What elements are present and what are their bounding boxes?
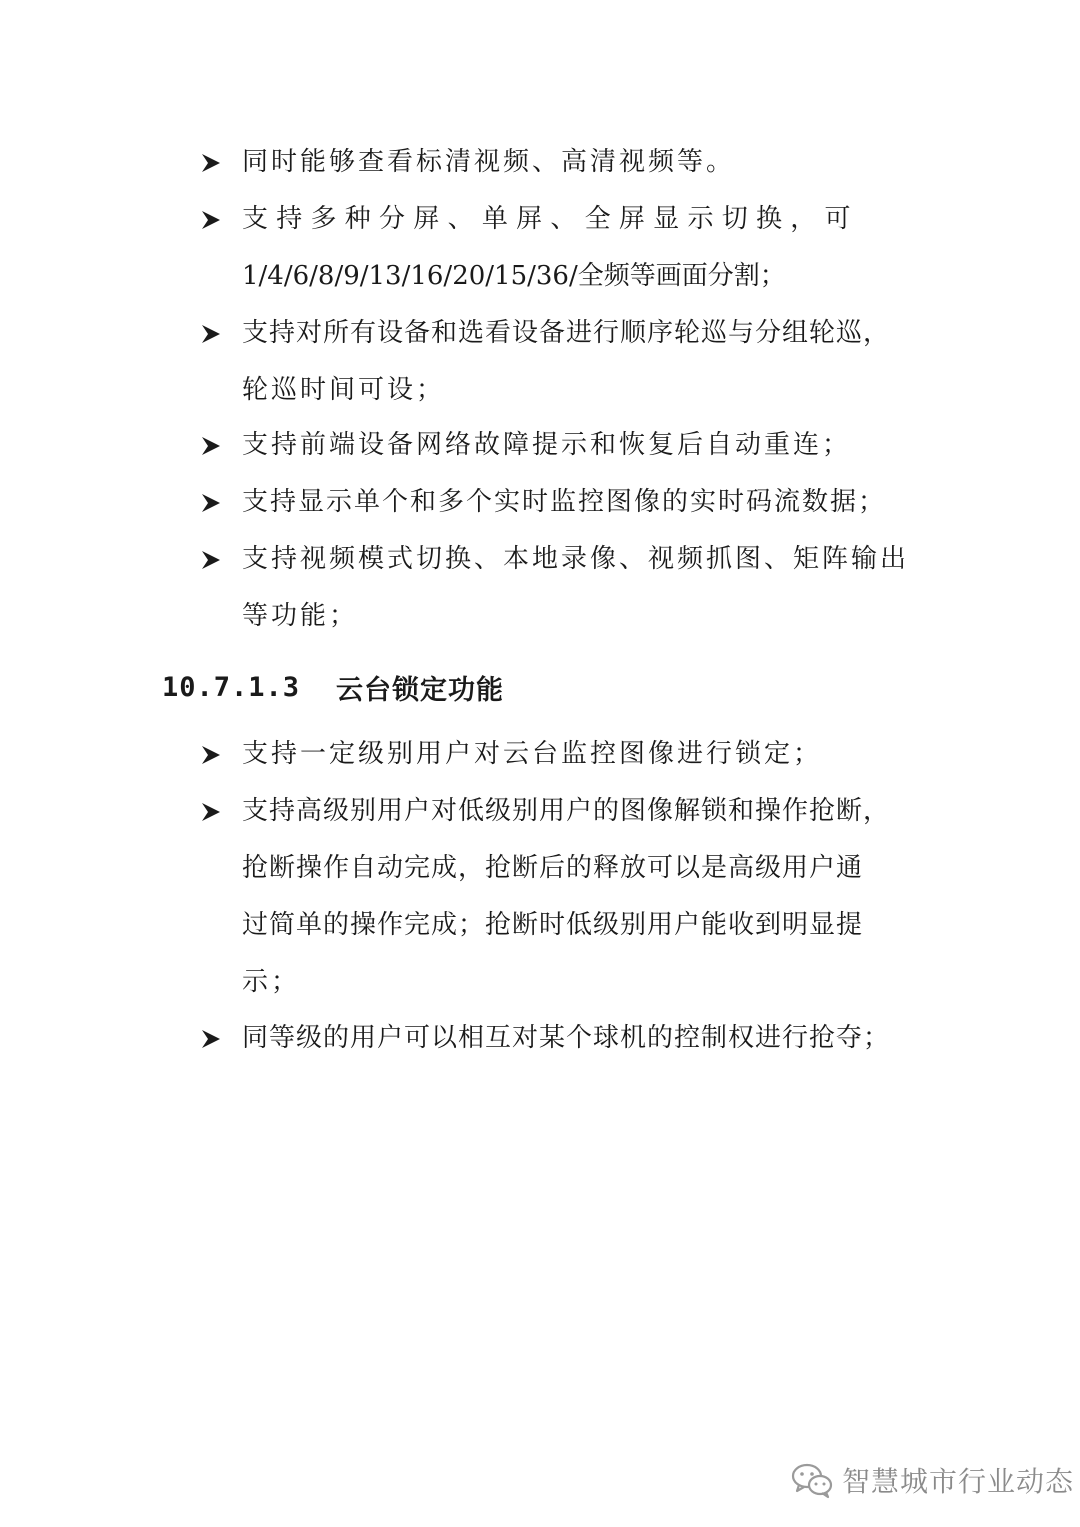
bullet-item — [200, 486, 940, 531]
arrow-bullet-icon — [200, 209, 222, 231]
section-heading — [162, 668, 504, 707]
arrow-bullet-icon — [200, 549, 222, 571]
arrow-bullet-icon — [200, 323, 222, 345]
watermark-text: 智慧城市行业动态 — [842, 1465, 1075, 1498]
bullet-item — [200, 429, 940, 474]
arrow-bullet-icon — [200, 152, 222, 174]
bullet-item — [200, 543, 940, 645]
bullet-text: 过简单的操作完成；抢断时低级别用户能收到明显提 — [242, 910, 864, 940]
bullet-text: 支持显示单个和多个实时监控图像的实时码流数据； — [242, 487, 887, 517]
bullet-text: 同等级的用户可以相互对某个球机的控制权进行抢夺； — [242, 1023, 891, 1053]
bullet-item — [200, 738, 940, 783]
wechat-watermark — [790, 1460, 1074, 1500]
bullet-text: 支持高级别用户对低级别用户的图像解锁和操作抢断， — [242, 796, 891, 826]
bullet-item — [200, 146, 940, 191]
bullet-text: 等功能； — [242, 601, 359, 631]
bullet-item — [200, 317, 940, 419]
arrow-bullet-icon — [200, 801, 222, 823]
bullet-text: 同时能够查看标清视频、高清视频等。 — [242, 147, 736, 177]
bullet-text: 支 持 多 种 分 屏 、 单 屏 、 全 屏 显 示 切 换 ， 可 — [242, 204, 851, 234]
bullet-text: 支持前端设备网络故障提示和恢复后自动重连； — [242, 430, 852, 460]
section-title: 云台锁定功能 — [336, 675, 505, 706]
arrow-bullet-icon — [200, 435, 222, 457]
bullet-item — [200, 1022, 940, 1067]
bullet-text: 1/4/6/8/9/13/16/20/15/36/全频等画面分割； — [242, 261, 786, 291]
bullet-text: 支持对所有设备和选看设备进行顺序轮巡与分组轮巡， — [242, 318, 891, 348]
bullet-item — [200, 203, 940, 305]
bullet-text: 抢断操作自动完成，抢断后的释放可以是高级用户通 — [242, 853, 864, 883]
bullet-text: 支持视频模式切换、本地录像、视频抓图、矩阵输出 — [242, 544, 910, 574]
section-number: 10.7.1.3 — [162, 672, 301, 703]
arrow-bullet-icon — [200, 744, 222, 766]
bullet-text: 轮巡时间可设； — [242, 375, 446, 405]
bullet-text: 支持一定级别用户对云台监控图像进行锁定； — [242, 739, 823, 769]
wechat-icon — [790, 1461, 834, 1499]
bullet-text: 示； — [242, 967, 301, 997]
arrow-bullet-icon — [200, 1028, 222, 1050]
arrow-bullet-icon — [200, 492, 222, 514]
bullet-item — [200, 795, 940, 1011]
